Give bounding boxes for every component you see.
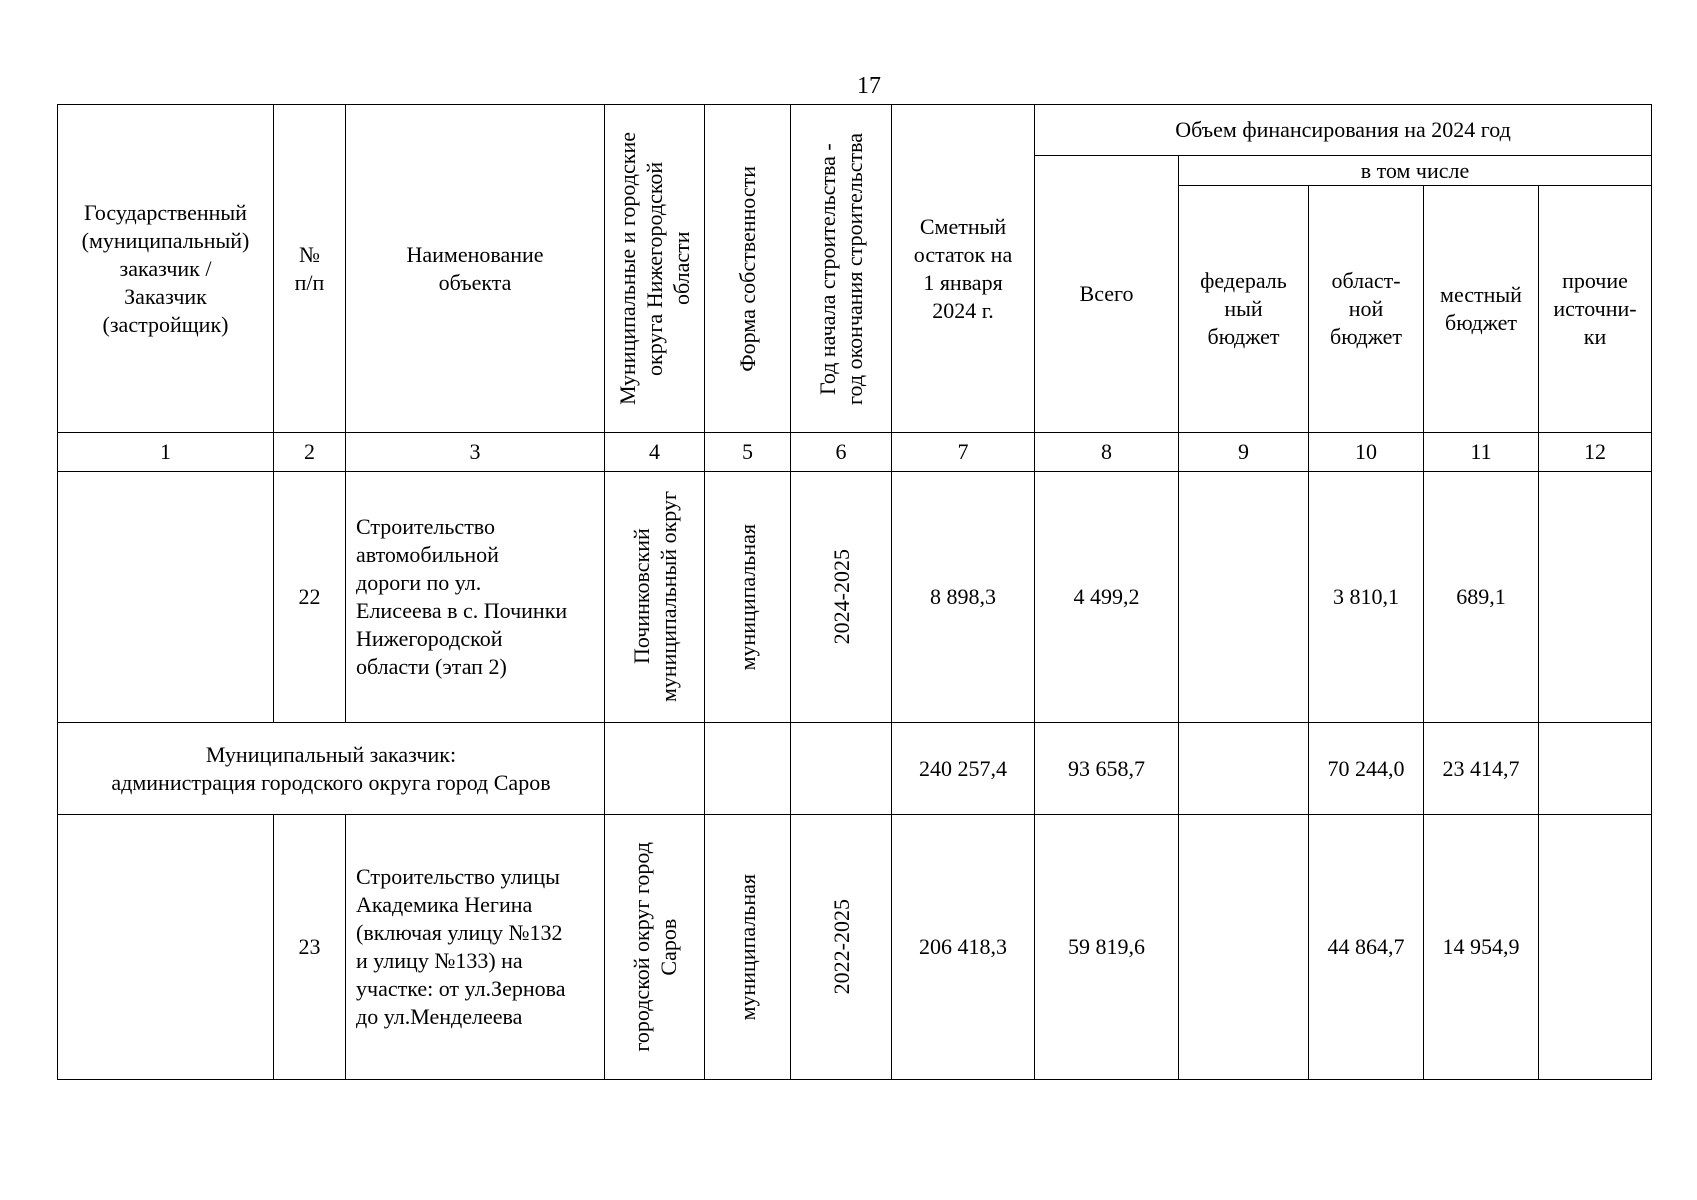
header-number: № п/п	[274, 105, 346, 433]
header-federal: федераль ный бюджет	[1179, 186, 1309, 433]
header-total: Всего	[1035, 156, 1179, 433]
sarov-municipality	[605, 723, 705, 815]
sarov-customer-label: Муниципальный заказчик: администрация городского округа город Саров	[58, 723, 605, 815]
row22-number: 22	[274, 472, 346, 723]
row22-municipality: Починковский муниципальный округ	[605, 472, 705, 723]
row23-estimate-balance: 206 418,3	[892, 815, 1035, 1080]
column-number: 8	[1035, 433, 1179, 472]
row23-customer	[58, 815, 274, 1080]
header-ownership: Форма собственности	[705, 105, 791, 433]
sarov-years	[791, 723, 892, 815]
row23-ownership: муниципальная	[705, 815, 791, 1080]
row23-local: 14 954,9	[1424, 815, 1539, 1080]
row23-regional: 44 864,7	[1309, 815, 1424, 1080]
sarov-other	[1539, 723, 1652, 815]
row22-other	[1539, 472, 1652, 723]
column-number: 1	[58, 433, 274, 472]
sarov-local: 23 414,7	[1424, 723, 1539, 815]
column-number: 9	[1179, 433, 1309, 472]
column-numbers-row	[58, 433, 1652, 472]
header-object-name: Наименование объекта	[346, 105, 605, 433]
row22-years: 2024-2025	[791, 472, 892, 723]
header-years: Год начала строительства - год окончания строительства	[791, 105, 892, 433]
sarov-ownership	[705, 723, 791, 815]
row22-customer	[58, 472, 274, 723]
row22-federal	[1179, 472, 1309, 723]
header-customer: Государственный (муниципальный) заказчик / Заказчик (застройщик)	[58, 105, 274, 433]
customer-summary-row	[58, 723, 1652, 815]
row23-years: 2022-2025	[791, 815, 892, 1080]
column-number: 6	[791, 433, 892, 472]
row22-ownership: муниципальная	[705, 472, 791, 723]
table-row-22	[58, 472, 1652, 723]
table-row-23	[58, 815, 1652, 1080]
header-estimate-balance: Сметный остаток на 1 января 2024 г.	[892, 105, 1035, 433]
column-number: 3	[346, 433, 605, 472]
header-municipality: Муниципальные и городские округа Нижегородской области	[605, 105, 705, 433]
header-other: прочие источни- ки	[1539, 186, 1652, 433]
row22-estimate-balance: 8 898,3	[892, 472, 1035, 723]
row23-object-name: Строительство улицы Академика Негина (включая улицу №132 и улицу №133) на участке: от ул.Зернова до ул.Менделеева	[346, 815, 605, 1080]
column-number: 10	[1309, 433, 1424, 472]
row23-other	[1539, 815, 1652, 1080]
row23-federal	[1179, 815, 1309, 1080]
header-financing-volume: Объем финансирования на 2024 год	[1035, 105, 1652, 156]
row23-total: 59 819,6	[1035, 815, 1179, 1080]
row23-number: 23	[274, 815, 346, 1080]
row22-object-name: Строительство автомобильной дороги по ул. Елисеева в с. Починки Нижегородской области (этап 2)	[346, 472, 605, 723]
row23-municipality: городской округ город Саров	[605, 815, 705, 1080]
financing-table	[57, 104, 1652, 1080]
sarov-total: 93 658,7	[1035, 723, 1179, 815]
column-number: 4	[605, 433, 705, 472]
page-number: 17	[857, 73, 881, 99]
header-including: в том числе	[1179, 156, 1652, 186]
column-number: 2	[274, 433, 346, 472]
row22-regional: 3 810,1	[1309, 472, 1424, 723]
sarov-regional: 70 244,0	[1309, 723, 1424, 815]
header-local: местный бюджет	[1424, 186, 1539, 433]
sarov-federal	[1179, 723, 1309, 815]
column-number: 12	[1539, 433, 1652, 472]
header-regional: област- ной бюджет	[1309, 186, 1424, 433]
sarov-estimate-balance: 240 257,4	[892, 723, 1035, 815]
column-number: 7	[892, 433, 1035, 472]
row22-total: 4 499,2	[1035, 472, 1179, 723]
row22-local: 689,1	[1424, 472, 1539, 723]
column-number: 5	[705, 433, 791, 472]
column-number: 11	[1424, 433, 1539, 472]
